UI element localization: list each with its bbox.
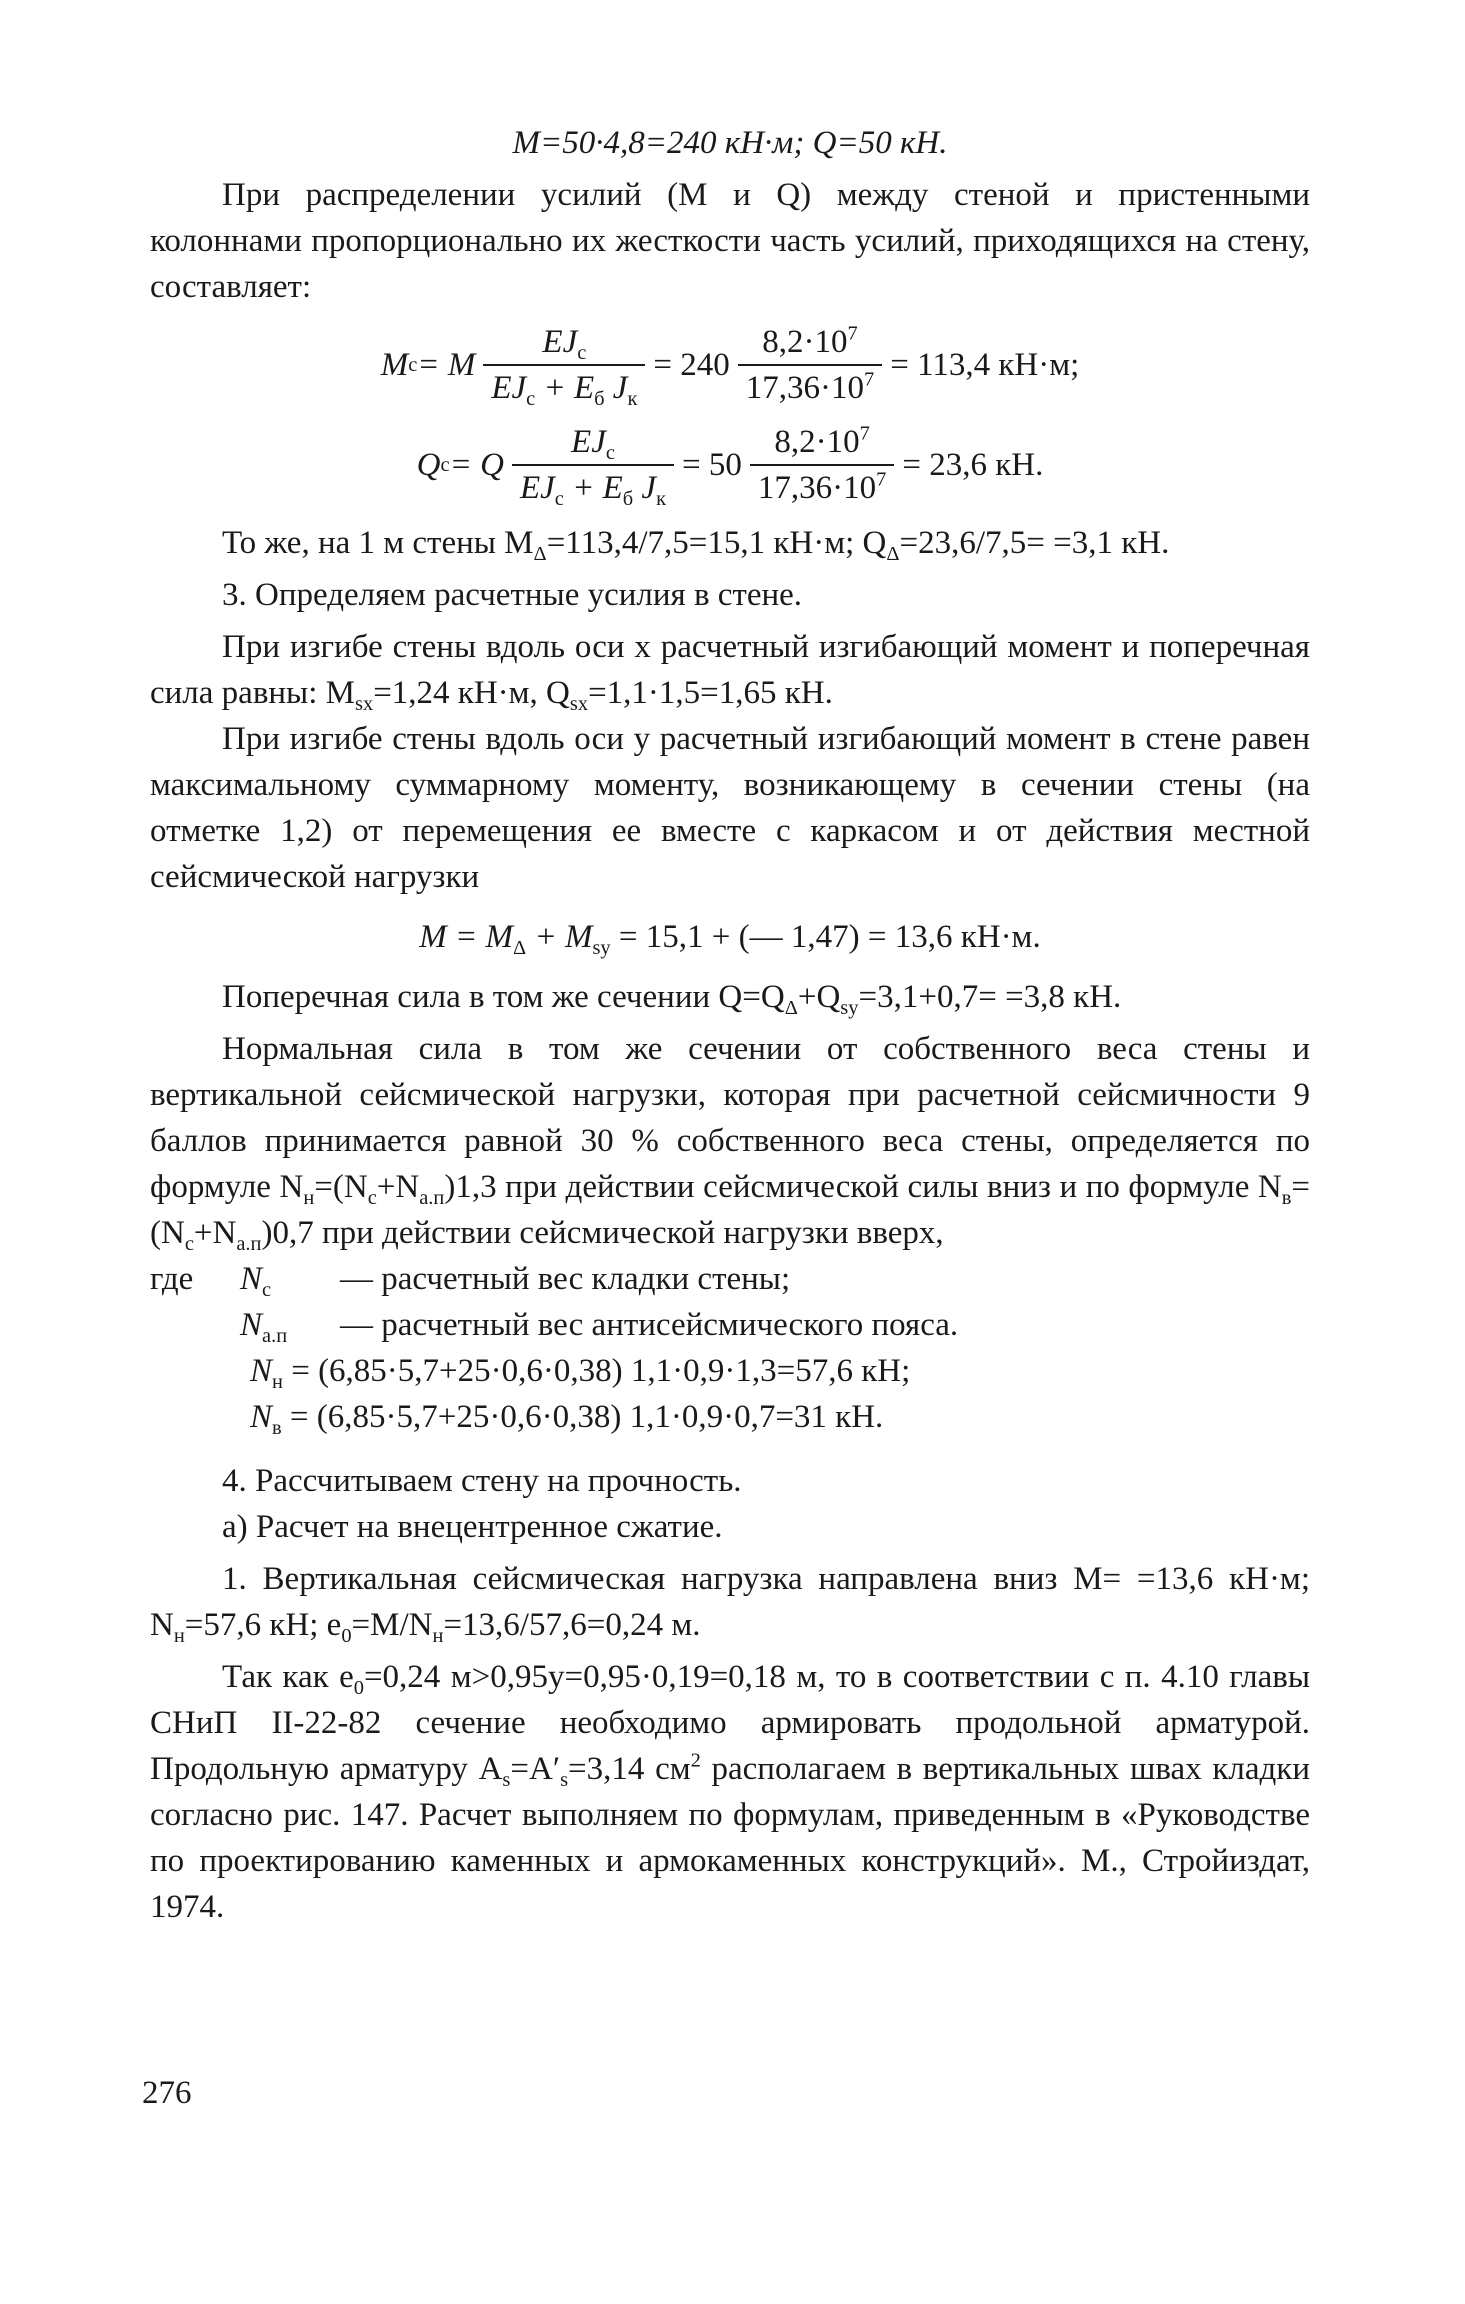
page-body: [150, 120, 1310, 1930]
page-number: 276: [142, 2075, 192, 2111]
heading-eccentric: а) Расчет на внецентренное сжатие.: [222, 1509, 723, 1545]
paragraph-shear: Поперечная сила в том же сечении $Q=Q_\Delta+Q_{sy}=3,1+0,7= =3,8$ кН.: [222, 979, 1122, 1020]
fraction-values: $\frac{8,2\cdot 10^7}{17,36\cdot 10^7}$: [738, 320, 882, 410]
where-nap: $N_{а.п}$ — расчетный вес антисейсмического пояса.: [240, 1307, 959, 1348]
paragraph-bend-x: При изгибе стены вдоль оси x расчетный изгибающий момент и поперечная сила равны: $M_{sx}=1,24$ кН·м, $Q_{sx}=1,1\cdot 1,5=1,65$ кН.: [150, 629, 1310, 716]
heading-step-4: 4. Рассчитываем стену на прочность.: [222, 1463, 742, 1499]
paragraph-vertical-load: 1. Вертикальная сейсмическая нагрузка направлена вниз M= =13,6 кН·м; $N_н=57,6$ кН; $e_0=M/N_н=13,6/57,6=0,24$ м.: [150, 1561, 1310, 1648]
where-nc: где $N_с$ — расчетный вес кладки стены;: [150, 1261, 791, 1302]
formula-qc: Q с = Q $\frac{EJ_с}{EJ_с + E_б J_к}$ = 50 $\frac{8,2\cdot 10^7}{17,36\cdot 10^7}$ = 23,6 кН.: [150, 420, 1310, 510]
line-m-q: [150, 120, 1310, 166]
formula-mc: M с = M $\frac{EJ_с}{EJ_с + E_б J_к}$ = 240 $\frac{8,2\cdot 10^7}{17,36\cdot 10^7}$ = 113,4 кН·м;: [150, 320, 1310, 410]
heading-step-3: 3. Определяем расчетные усилия в стене.: [222, 577, 803, 613]
fraction-stiffness: $\frac{EJ_с}{EJ_с + E_б J_к}$: [512, 420, 674, 510]
formula-nv: $N_в = (6,85\cdot 5,7+25\cdot 0,6\cdot 0,38)$ 1,1·0,9·0,7=31 кН.: [250, 1399, 884, 1440]
paragraph-per-meter: То же, на 1 м стены $M_\Delta=113,4/7,5=15,1$ кН·м; $Q_\Delta=23,6/7,5= =3,1$ кН.: [222, 525, 1170, 566]
fraction-stiffness: $\frac{EJ_с}{EJ_с + E_б J_к}$: [483, 320, 645, 410]
formula-total-moment: $M = M_\Delta + M_{sy} = 15,1$ + (— 1,47) = 13,6 кН·м.: [419, 919, 1041, 960]
paragraph-reinforcement: Так как $e_0=0,24$ м>0,95y=0,95·0,19=0,18 м, то в соответствии с п. 4.10 главы СНиП II-22-82 сечение необходимо армировать продольной арматурой. Продольную арматуру $A_s=A'_s=3,14$ $см^2$ располагаем в вертикальных швах кладки согласно рис. 147. Расчет выполняем по формулам, приведенным в «Руководстве по проектированию каменных и армокаменных конструкций». М., Стройиздат, 1974.: [150, 1659, 1310, 1925]
paragraph-bend-y: При изгибе стены вдоль оси y расчетный изгибающий момент в стене равен максимальному суммарному моменту, возникающему в сечении стены (на отметке 1,2) от перемещения ее вместе с каркасом и от действия местной сейсмической нагрузки: [150, 721, 1310, 895]
equation-m-q: M=50·4,8=240 кН·м; Q=50 кН.: [512, 125, 948, 161]
paragraph-distribution: При распределении усилий (M и Q) между стеной и пристенными колоннами пропорционально их жесткости часть усилий, приходящихся на стену, составляет:: [150, 177, 1310, 305]
paragraph-normal-force: Нормальная сила в том же сечении от собственного веса стены и вертикальной сейсмической нагрузки, которая при расчетной сейсмичности 9 баллов принимается равной 30 % собственного веса стены, определяется по формуле $N_н=(N_с+N_{а.п})1,3$ при действии сейсмической силы вниз и по формуле $N_в=(N_с+N_{а.п})0,7$ при действии сейсмической нагрузки вверх,: [150, 1031, 1311, 1256]
fraction-values: $\frac{8,2\cdot 10^7}{17,36\cdot 10^7}$: [750, 420, 894, 510]
formula-nn: $N_н = (6,85\cdot 5,7+25\cdot 0,6\cdot 0,38)$ 1,1·0,9·1,3=57,6 кН;: [250, 1353, 911, 1394]
